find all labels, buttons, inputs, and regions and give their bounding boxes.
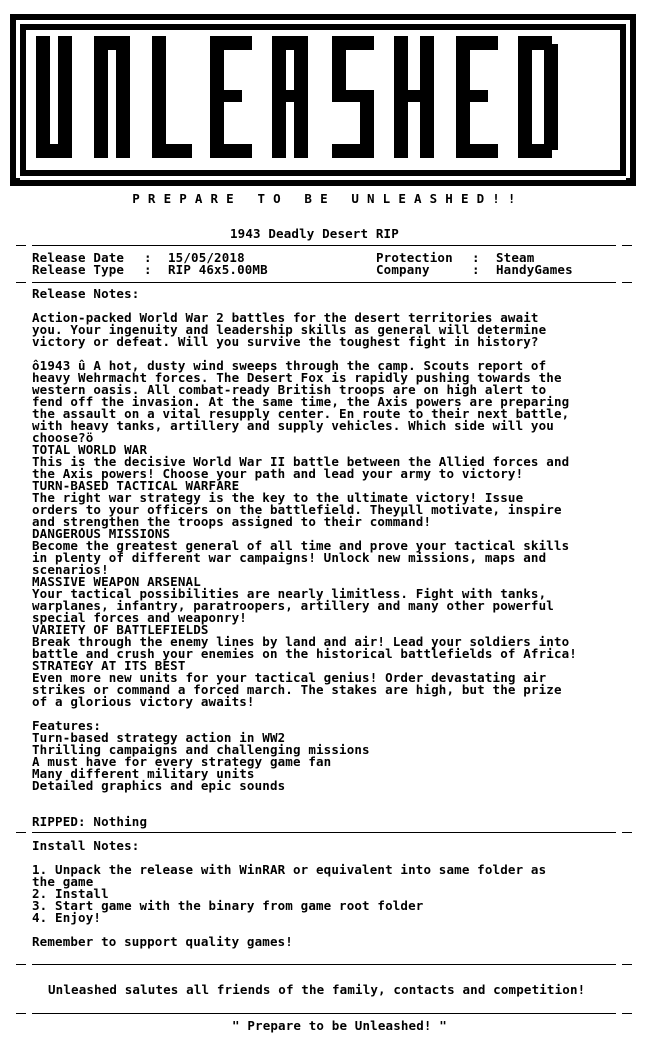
company-label: Company (376, 262, 430, 277)
install-notes-line: 2. Install (32, 886, 109, 901)
release-notes-line: the assault on a vital resupply center. En route to their next battle, (32, 406, 570, 421)
install-notes-line: 1. Unpack the release with WinRAR or equivalent into same folder as (32, 862, 547, 877)
release-notes-line: TOTAL WORLD WAR (32, 442, 148, 457)
release-type-label: Release Type (32, 262, 125, 277)
release-notes-line: Your tactical possibilities are nearly limitless. Fight with tanks, (32, 586, 547, 601)
release-notes-line: The right war strategy is the key to the ultimate victory! Issue (32, 490, 524, 505)
release-notes-line: orders to your officers on the battlefield. Theyµll motivate, inspire (32, 502, 562, 517)
release-notes-line: fend off the invasion. At the same time, the Axis powers are preparing (32, 394, 570, 409)
protection-label: Protection (376, 250, 453, 265)
salute-text: Unleashed salutes all friends of the family, contacts and competition! (48, 982, 586, 997)
release-notes-line: TURN-BASED TACTICAL WARFARE (32, 478, 240, 493)
protection: Steam (496, 250, 535, 265)
release-type: RIP 46x5.00MB (168, 262, 268, 277)
release-notes-line: This is the decisive World War II battle between the Allied forces and (32, 454, 570, 469)
release-notes-line: Features: (32, 718, 102, 733)
install-notes-heading: Install Notes: (32, 838, 140, 853)
release-notes-line: with heavy tanks, artillery and supply vehicles. Which side will you (32, 418, 554, 433)
install-notes-line: 3. Start game with the binary from game root folder (32, 898, 424, 913)
release-notes-line: Detailed graphics and epic sounds (32, 778, 286, 793)
release-notes-line: choose?ö (32, 430, 94, 445)
release-title: 1943 Deadly Desert RIP (230, 226, 399, 241)
release-date-label: Release Date (32, 250, 125, 265)
release-notes-line: western oasis. All combat-ready British troops are on high alert to (32, 382, 547, 397)
release-notes-heading: Release Notes: (32, 286, 140, 301)
release-notes-line: and strengthen the troops assigned to their command! (32, 514, 432, 529)
release-notes-line: Turn-based strategy action in WW2 (32, 730, 286, 745)
release-notes-line: you. Your ingenuity and leadership skills as general will determine (32, 322, 547, 337)
company: HandyGames (496, 262, 573, 277)
install-notes-line: Remember to support quality games! (32, 934, 293, 949)
release-notes-line: DANGEROUS MISSIONS (32, 526, 171, 541)
release-notes-line: heavy Wehrmacht forces. The Desert Fox is rapidly pushing towards the (32, 370, 562, 385)
release-notes-line: scenarios! (32, 562, 109, 577)
release-notes-line: Break through the enemy lines by land and air! Lead your soldiers into (32, 634, 570, 649)
release-notes-line: strikes or command a forced march. The stakes are high, but the prize (32, 682, 562, 697)
release-notes-line: STRATEGY AT ITS BEST (32, 658, 186, 673)
release-notes-line: A must have for every strategy game fan (32, 754, 332, 769)
release-notes-line: the Axis powers! Choose your path and lead your army to victory! (32, 466, 524, 481)
release-notes-line: Become the greatest general of all time and prove your tactical skills (32, 538, 570, 553)
footer-text: " Prepare to be Unleashed! " (232, 1018, 447, 1033)
release-notes-line: VARIETY OF BATTLEFIELDS (32, 622, 209, 637)
release-notes-line: ô1943 û A hot, dusty wind sweeps through the camp. Scouts report of (32, 358, 547, 373)
release-notes-line: in plenty of different war campaigns! Unlock new missions, maps and (32, 550, 547, 565)
release-notes-line: victory or defeat. Will you survive the toughest fight in history? (32, 334, 539, 349)
release-notes-line: Thrilling campaigns and challenging missions (32, 742, 370, 757)
release-date: 15/05/2018 (168, 250, 245, 265)
release-notes-line: MASSIVE WEAPON ARSENAL (32, 574, 201, 589)
tagline: P R E P A R E T O B E U N L E A S H E D ! ! (132, 191, 516, 206)
install-notes-line: 4. Enjoy! (32, 910, 102, 925)
release-notes-line: battle and crush your enemies on the historical battlefields of Africa! (32, 646, 577, 661)
release-notes-line: RIPPED: Nothing (32, 814, 148, 829)
release-notes-line: Even more new units for your tactical genius! Order devastating air (32, 670, 547, 685)
unleashed-logo (10, 14, 636, 186)
release-notes-line: Action-packed World War 2 battles for the desert territories await (32, 310, 539, 325)
release-notes-line: warplanes, infantry, paratroopers, artillery and many other powerful (32, 598, 554, 613)
release-notes-line: of a glorious victory awaits! (32, 694, 255, 709)
release-notes-line: Many different military units (32, 766, 255, 781)
install-notes-line: the game (32, 874, 94, 889)
release-notes-line: special forces and weaponry! (32, 610, 247, 625)
